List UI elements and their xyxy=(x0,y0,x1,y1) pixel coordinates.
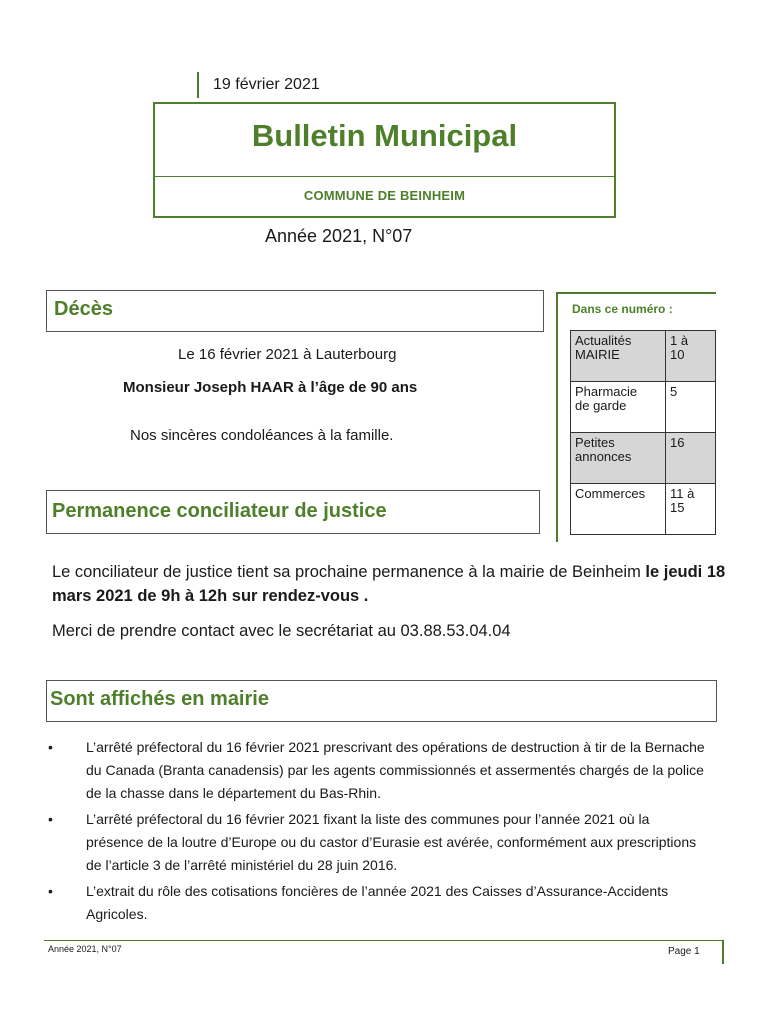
toc-label: Pharmacie de garde xyxy=(571,382,666,433)
toc-row-actualites xyxy=(571,331,716,382)
toc-pages: 1 à 10 xyxy=(666,331,716,382)
sidebar-horizontal-rule xyxy=(556,292,716,294)
permanence-contact: Merci de prendre contact avec le secrétariat au 03.88.53.04.04 xyxy=(52,622,511,640)
toc-label: Commerces xyxy=(571,484,666,535)
sidebar-vertical-rule xyxy=(556,292,558,542)
toc-row-pharmacie xyxy=(571,382,716,433)
permanence-paragraph: Le conciliateur de justice tient sa prochaine permanence à la mairie de Beinheim le jeudi 18 mars 2021 de 9h à 12h sur rendez-vous . xyxy=(52,563,726,605)
toc-heading: Dans ce numéro : xyxy=(572,302,673,316)
bullet-icon: • xyxy=(48,739,53,755)
deces-date-place: Le 16 février 2021 à Lauterbourg xyxy=(178,346,397,363)
toc-pages: 16 xyxy=(666,433,716,484)
footer-issue: Année 2021, N°07 xyxy=(48,944,122,954)
bullet-icon: • xyxy=(48,811,53,827)
list-item: • L’arrêté préfectoral du 16 février 2021 fixant la liste des communes pour l’année 2021 où la présence de la loutre d’Europe ou du castor d’Eurasie est avérée, conformément aux prescriptions de l’article 3 de l’arrêté ministériel du 28 juin 2016. xyxy=(48,808,708,877)
deces-person: Monsieur Joseph HAAR à l’âge de 90 ans xyxy=(123,379,418,396)
list-item: • L’extrait du rôle des cotisations foncières de l’année 2021 des Caisses d’Assurance-Accidents Agricoles. xyxy=(48,880,708,926)
table-of-contents xyxy=(570,330,716,535)
list-item: • L’arrêté préfectoral du 16 février 2021 prescrivant des opérations de destruction à tir de la Bernache du Canada (Branta canadensis) par les agents commissionnés et assermentés chargés de la police de la chasse dans le département du Bas-Rhin. xyxy=(48,736,708,805)
bulletin-date: 19 février 2021 xyxy=(213,76,320,93)
footer-accent-bar xyxy=(722,940,724,964)
date-accent-bar xyxy=(197,72,199,98)
toc-label: Actualités MAIRIE xyxy=(571,331,666,382)
masthead-box xyxy=(153,102,616,218)
page-number: Page 1 xyxy=(668,946,700,957)
permanence-heading: Permanence conciliateur de justice xyxy=(52,500,387,522)
permanence-date-bold: le jeudi 18 mars 2021 de 9h à 12h sur rendez-vous . xyxy=(52,563,726,605)
commune-name: COMMUNE DE BEINHEIM xyxy=(303,188,466,203)
deces-heading: Décès xyxy=(54,298,113,320)
footer-rule xyxy=(44,940,724,941)
toc-row-annonces xyxy=(571,433,716,484)
masthead-divider xyxy=(155,176,614,177)
bulletin-title: Bulletin Municipal xyxy=(251,118,518,153)
toc-pages: 5 xyxy=(666,382,716,433)
affiches-heading: Sont affichés en mairie xyxy=(50,688,269,710)
deces-condolences: Nos sincères condoléances à la famille. xyxy=(130,427,394,444)
issue-number: Année 2021, N°07 xyxy=(265,226,413,246)
toc-label: Petites annonces xyxy=(571,433,666,484)
bullet-icon: • xyxy=(48,883,53,899)
deces-heading-box xyxy=(46,290,544,332)
toc-row-commerces xyxy=(571,484,716,535)
affiches-list xyxy=(48,736,708,929)
toc-pages: 11 à 15 xyxy=(666,484,716,535)
